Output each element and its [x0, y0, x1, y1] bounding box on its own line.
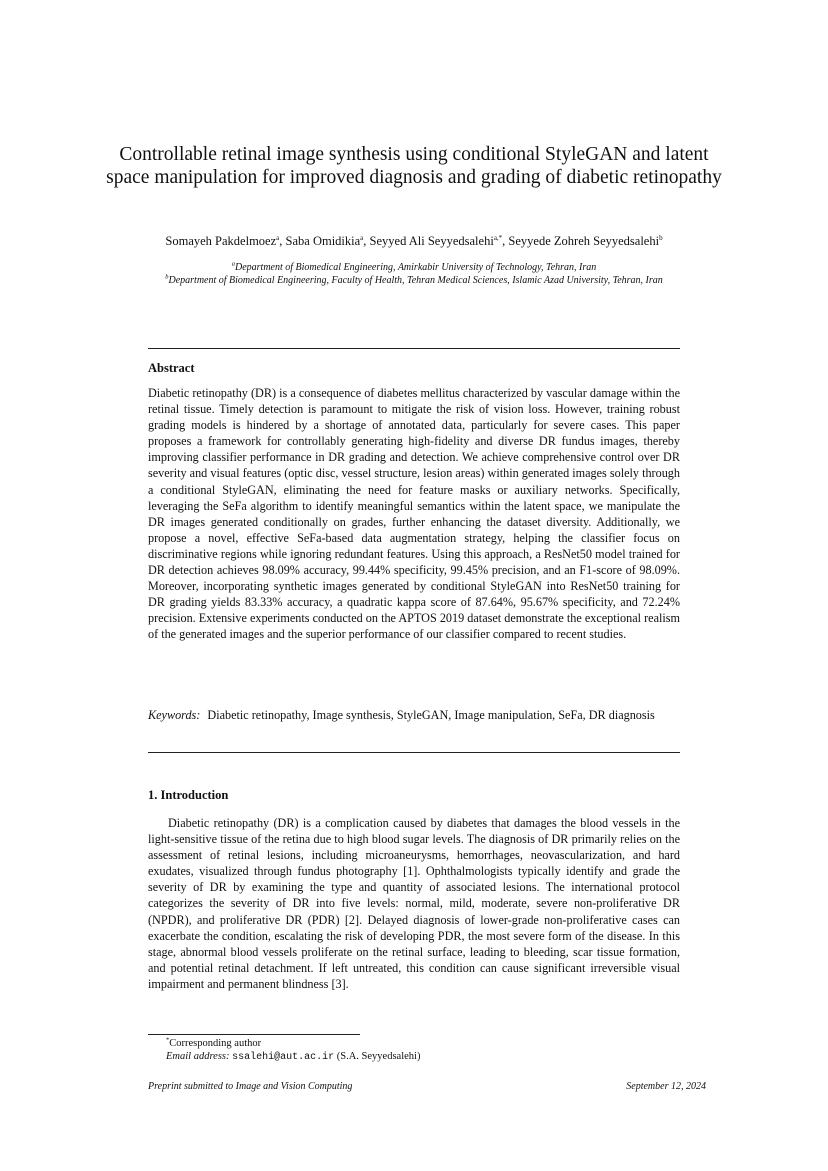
affiliation-mark: b — [165, 273, 169, 281]
abstract-bottom-rule — [148, 752, 680, 753]
footnote-email — [166, 1050, 420, 1064]
author-affil-mark: a — [276, 233, 280, 242]
keywords — [148, 707, 688, 723]
email-label: Email address: — [166, 1051, 230, 1062]
footnote-rule — [148, 1034, 360, 1035]
author-affil-mark: a,* — [493, 233, 503, 242]
email-owner: (S.A. Seyyedsalehi) — [336, 1051, 421, 1062]
affiliation-b — [60, 275, 768, 286]
section-heading-introduction: 1. Introduction — [148, 788, 229, 802]
footnote-corresponding-text: Corresponding author — [169, 1038, 262, 1049]
affiliation-mark: a — [231, 260, 235, 268]
introduction-text: Diabetic retinopathy (DR) is a complication caused by diabetes that damages the blood vessels in the light-sensitive tissue of the retina due to high blood sugar levels. The diagnosis of DR primarily relies on the assessment of retinal lesions, including microaneurysms, hemorrhages, neovascularization, and hard exudates, visualized through fundus photography [1]. Ophthalmologists typically identify and grade the severity of DR by examining the type and quantity of associated lesions. The international protocol categorizes the severity of DR into five levels: normal, mild, moderate, severe non-proliferative DR (NPDR), and proliferative DR (PDR) [2]. Delayed diagnosis of lower-grade non-proliferative cases can exacerbate the condition, escalating the risk of developing PDR, the most severe form of the disease. In this stage, abnormal blood vessels proliferate on the retinal surface, leading to bleeding, scar tissue formation, and potential retinal detachment. If left untreated, this condition can cause significant irreversible visual impairment and permanent blindness [3]. — [148, 816, 680, 991]
author-affil-mark: a — [360, 233, 364, 242]
affiliation-text: Department of Biomedical Engineering, Faculty of Health, Tehran Medical Sciences, Islamic Azad University, Tehran, Iran — [168, 275, 663, 286]
abstract-top-rule — [148, 348, 680, 349]
footer-journal: Preprint submitted to Image and Vision Computing — [148, 1081, 353, 1092]
abstract-text: Diabetic retinopathy (DR) is a consequence of diabetes mellitus characterized by vascular damage within the retinal tissue. Timely detection is paramount to mitigate the risk of vision loss. However, training robust grading models is hindered by a shortage of annotated data, particularly for severe cases. This paper proposes a framework for controllably generating high-fidelity and diverse DR fundus images, thereby improving classifier performance in DR grading and detection. We achieve comprehensive control over DR severity and visual features (optic disc, vessel structure, lesion areas) within generated images solely through a conditional StyleGAN, eliminating the need for feature masks or auxiliary networks. Specifically, leveraging the SeFa algorithm to identify meaningful semantics within the latent space, we manipulate the DR images generated conditionally on grades, further enhancing the dataset diversity. Additionally, we propose a novel, effective SeFa-based data augmentation strategy, helping the classifier focus on discriminative regions while ignoring redundant features. Using this approach, a ResNet50 model trained for DR detection achieves 98.09% accuracy, 99.44% specificity, 99.45% precision, and an F1-score of 98.09%. Moreover, incorporating synthetic images generated by conditional StyleGAN into ResNet50 training for DR grading yields 83.33% accuracy, a quadratic kappa score of 87.64%, 95.67% specificity, and 72.24% precision. Extensive experiments conducted on the APTOS 2019 dataset demonstrate the exceptional realism of the generated images and the superior performance of our classifier compared to recent studies. — [148, 386, 680, 642]
author-name: Saba Omidikia — [285, 234, 361, 248]
author-name: Seyyede Zohreh Seyyedsalehi — [508, 234, 660, 248]
affiliation-text: Department of Biomedical Engineering, Amirkabir University of Technology, Tehran, Iran — [234, 262, 597, 273]
author-affil-mark: b — [659, 233, 663, 242]
author-list: Somayeh Pakdelmoez$^a$, Saba Omidikia$^a$, Seyyed Ali Seyyedsalehi$^{a,*}$, Seyyede Zohreh Seyyedsalehi$^b$ — [165, 233, 663, 248]
paper-title: Controllable retinal image synthesis using conditional StyleGAN and latent space manipulation for improved diagnosis and grading of diabetic retinopathy — [106, 144, 722, 188]
email-link[interactable]: ssalehi@aut.ac.ir — [232, 1052, 335, 1063]
footnote-mark: * — [166, 1036, 170, 1044]
abstract-heading: Abstract — [148, 361, 195, 375]
keywords-text: Diabetic retinopathy, Image synthesis, StyleGAN, Image manipulation, SeFa, DR diagnosis — [207, 708, 655, 722]
author-name: Somayeh Pakdelmoez — [165, 234, 277, 248]
author-name: Seyyed Ali Seyyedsalehi — [369, 234, 494, 248]
footer-date: September 12, 2024 — [626, 1081, 706, 1092]
affiliation-a — [60, 262, 768, 273]
footnote-corresponding — [166, 1037, 261, 1050]
keywords-label: Keywords: — [148, 708, 201, 722]
